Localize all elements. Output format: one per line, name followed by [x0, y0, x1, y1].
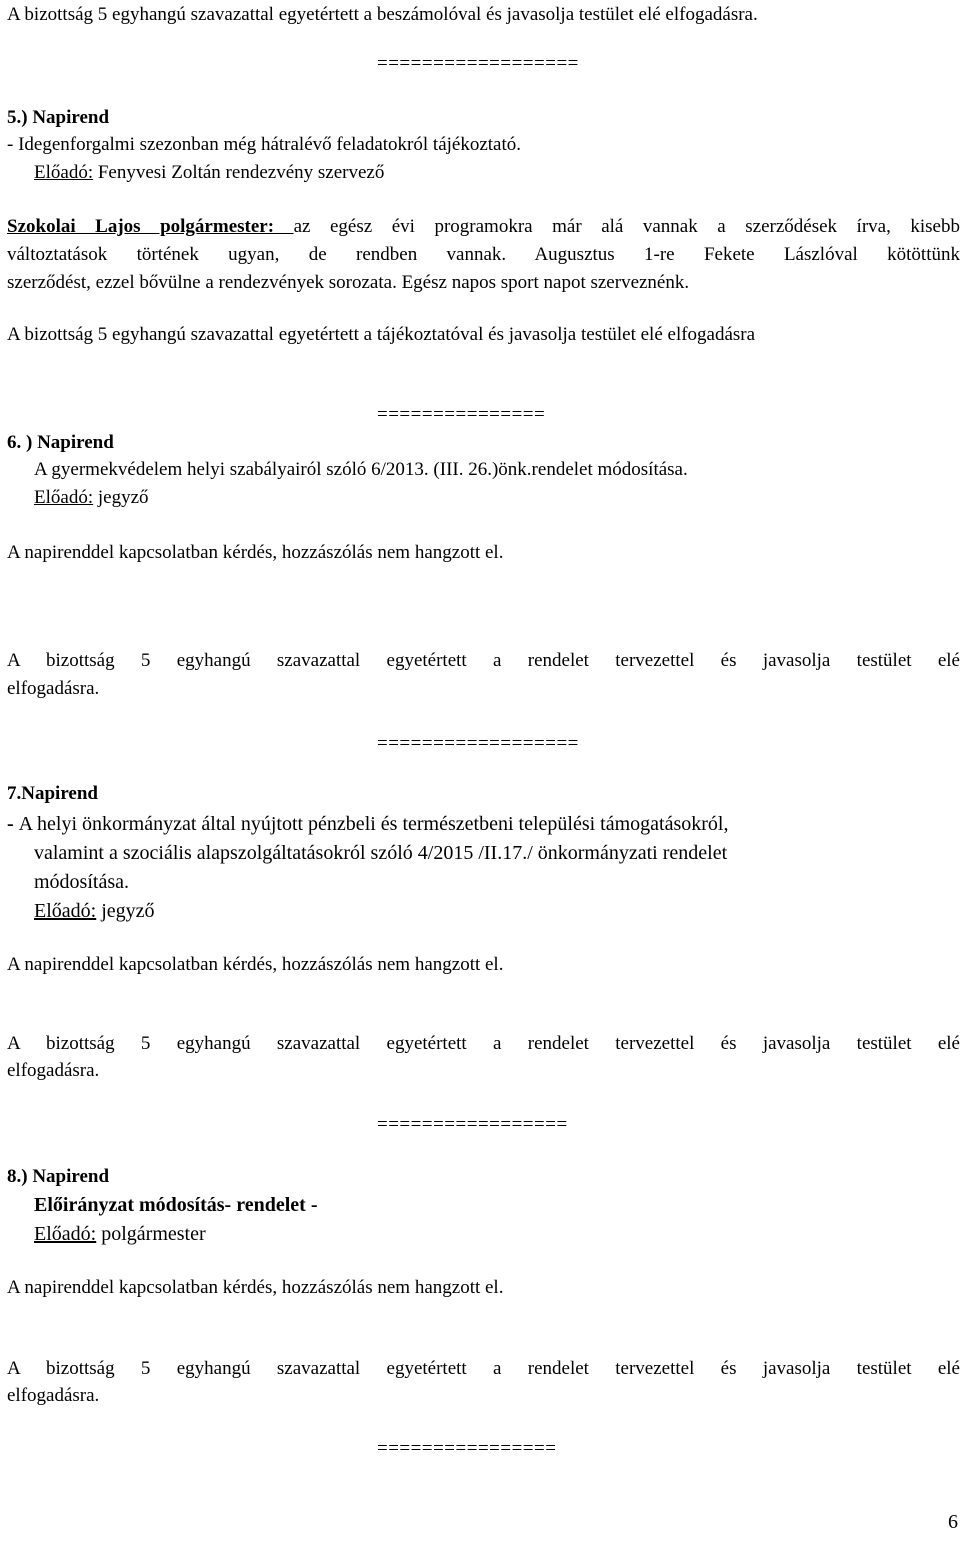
s8-separator: ================	[377, 1438, 557, 1459]
s5-speech-line3: szerződést, ezzel bővülne a rendezvények sorozata. Egész napos sport napot szerveznénk.	[7, 272, 690, 293]
s7-heading-rest: Napirend	[21, 783, 98, 804]
s6-presenter	[34, 487, 149, 510]
page-number: 6	[948, 1511, 958, 1533]
s6-no-question: A napirenddel kapcsolatban kérdés, hozzászólás nem hangzott el.	[7, 542, 504, 563]
s5-separator: ===============	[377, 404, 546, 425]
s8-heading	[7, 1166, 109, 1189]
s4-separator: ==================	[377, 53, 579, 74]
s8-vote-line1: A bizottság 5 egyhangú szavazattal egyetértett a rendelet tervezettel és javasolja testület elé	[7, 1358, 960, 1379]
s6-vote-line1: A bizottság 5 egyhangú szavazattal egyetértett a rendelet tervezettel és javasolja testület elé	[7, 650, 960, 671]
s7-dash: -	[7, 813, 19, 835]
s7-vote-line1: A bizottság 5 egyhangú szavazattal egyetértett a rendelet tervezettel és javasolja testület elé	[7, 1033, 960, 1054]
s5-speaker: Szokolai Lajos polgármester:	[7, 216, 294, 237]
s8-no-question: A napirenddel kapcsolatban kérdés, hozzászólás nem hangzott el.	[7, 1277, 504, 1298]
s5-presenter-label: Előadó:	[34, 162, 94, 183]
s5-presenter-name: Fenyvesi Zoltán rendezvény szervező	[93, 162, 385, 183]
s8-presenter-name: polgármester	[96, 1223, 206, 1245]
s8-heading-num: 8.	[7, 1166, 22, 1187]
s5-vote-text: A bizottság 5 egyhangú szavazattal egyetértett a tájékoztatóval és javasolja testület elé elfogadásra	[7, 324, 756, 345]
s6-vote-line2: elfogadásra.	[7, 678, 100, 699]
s5-presenter	[34, 162, 384, 185]
s6-presenter-label: Előadó:	[34, 487, 94, 508]
s6-heading-num: 6.	[7, 432, 22, 453]
s7-presenter-label: Előadó:	[34, 900, 97, 922]
s5-speech-line2: változtatások történek ugyan, de rendben vannak. Augusztus 1-re Fekete Lászlóval kötöttünk	[7, 244, 960, 265]
s7-no-question: A napirenddel kapcsolatban kérdés, hozzászólás nem hangzott el.	[7, 954, 504, 975]
s5-topic: - Idegenforgalmi szezonban még hátralévő feladatokról tájékoztató.	[7, 134, 522, 155]
s7-presenter	[34, 899, 155, 923]
s7-presenter-name: jegyző	[96, 900, 155, 922]
s7-topic-1: A helyi önkormányzat által nyújtott pénzbeli és természetbeni települési támogatásokról,	[18, 813, 729, 835]
s7-heading-num: 7.	[7, 783, 22, 804]
s7-vote-line2: elfogadásra.	[7, 1060, 100, 1081]
s7-heading	[7, 783, 98, 806]
s7-separator: =================	[377, 1114, 568, 1135]
s8-vote-line2: elfogadásra.	[7, 1385, 100, 1406]
s5-speech-line1	[7, 216, 960, 239]
s7-topic-line2: valamint a szociális alapszolgáltatásokról szóló 4/2015 /II.17./ önkormányzati rendelet	[34, 842, 728, 864]
s6-heading	[7, 432, 114, 455]
s6-separator: ==================	[377, 733, 579, 754]
s7-topic-line3: módosítása.	[34, 871, 129, 893]
s5-heading: 5.) Napirend	[7, 107, 110, 128]
s5-speech-1: az egész évi programokra már alá vannak a szerződések írva, kisebb	[293, 216, 960, 237]
s6-heading-rest: ) Napirend	[21, 432, 114, 453]
s4-vote-text: A bizottság 5 egyhangú szavazattal egyetértett a beszámolóval és javasolja testület elé elfogadásra.	[7, 4, 758, 25]
s6-presenter-name: jegyző	[93, 487, 149, 508]
s8-presenter-label: Előadó:	[34, 1223, 97, 1245]
s7-topic-line1	[7, 812, 728, 836]
s8-presenter	[34, 1222, 206, 1246]
s8-topic: Előirányzat módosítás- rendelet -	[34, 1194, 318, 1216]
s8-heading-rest: ) Napirend	[21, 1166, 110, 1187]
s6-topic: A gyermekvédelem helyi szabályairól szóló 6/2013. (III. 26.)önk.rendelet módosítása.	[34, 459, 688, 480]
